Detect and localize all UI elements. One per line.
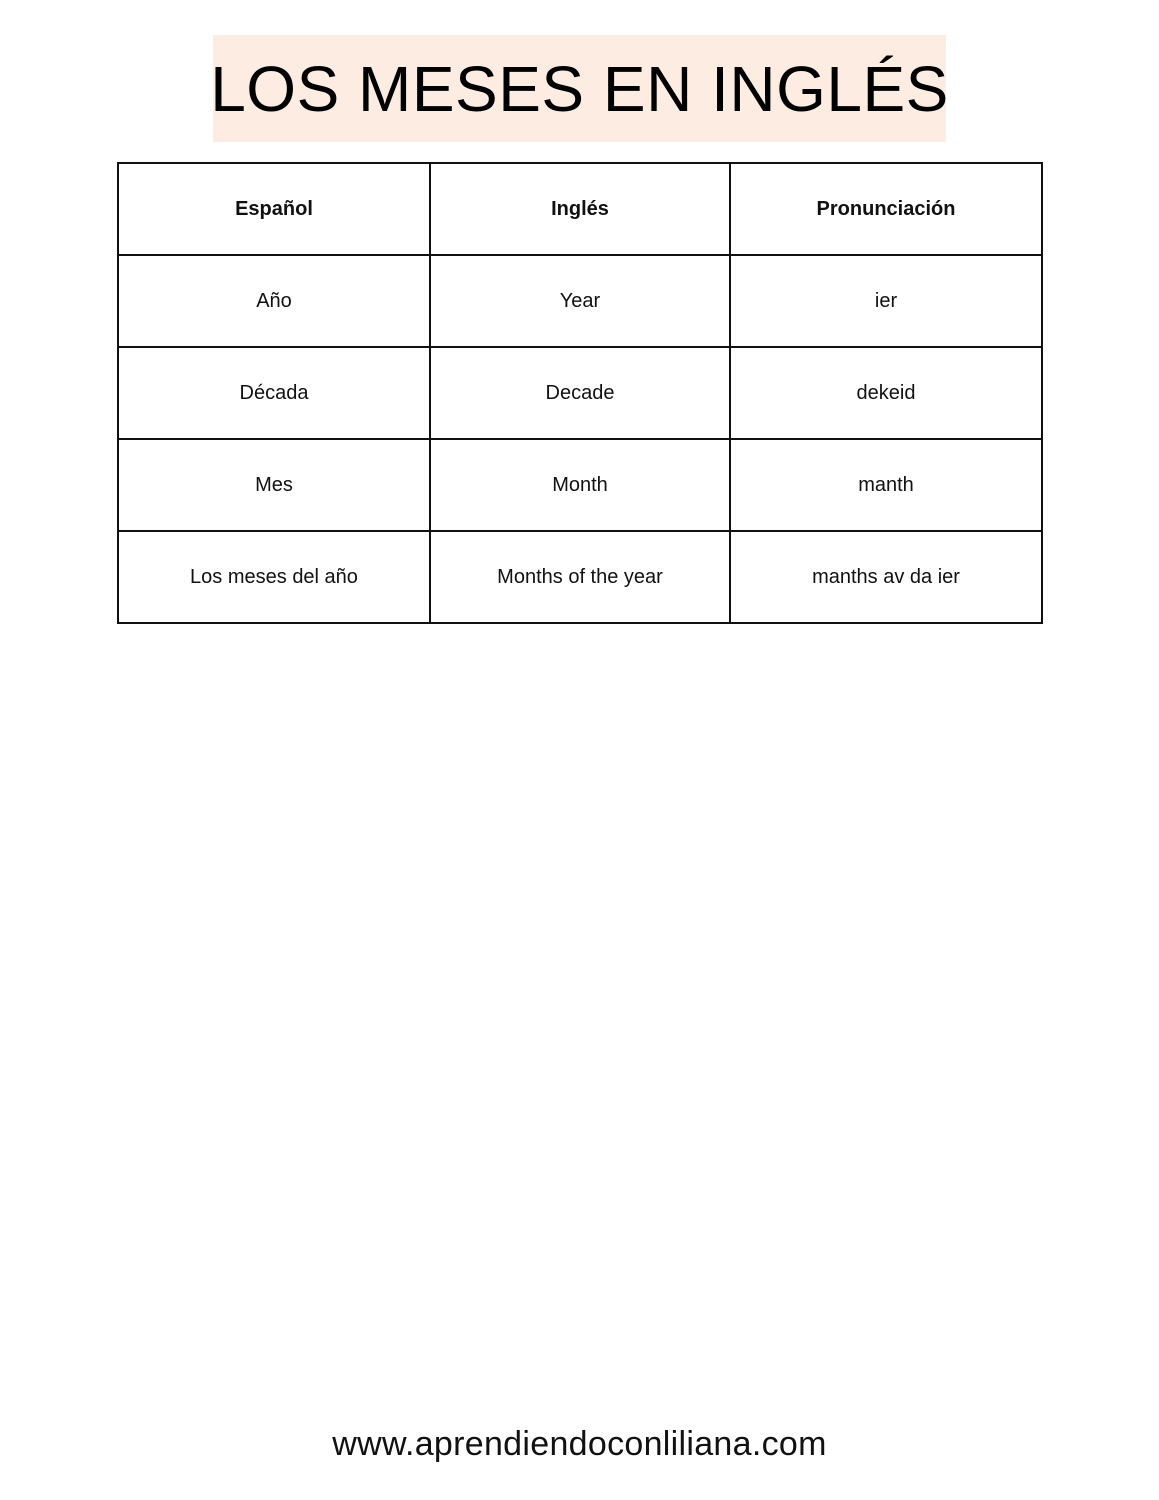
cell-ingles: Decade [430,347,730,439]
header-espanol: Español [118,163,430,255]
cell-espanol: Década [118,347,430,439]
table-row [118,347,1042,439]
header-pronunciacion: Pronunciación [730,163,1042,255]
page-title: LOS MESES EN INGLÉS [210,52,949,125]
table-header-row [118,163,1042,255]
footer-website-link[interactable]: www.aprendiendoconliliana.com [332,1425,827,1463]
cell-pronunciacion: manth [730,439,1042,531]
cell-ingles: Month [430,439,730,531]
table-row [118,531,1042,623]
cell-ingles: Months of the year [430,531,730,623]
cell-espanol: Mes [118,439,430,531]
title-banner [210,35,949,142]
header-ingles: Inglés [430,163,730,255]
cell-pronunciacion: dekeid [730,347,1042,439]
cell-espanol: Año [118,255,430,347]
cell-ingles: Year [430,255,730,347]
cell-pronunciacion: ier [730,255,1042,347]
table-row [118,255,1042,347]
cell-pronunciacion: manths av da ier [730,531,1042,623]
cell-espanol: Los meses del año [118,531,430,623]
table-row [118,439,1042,531]
vocabulary-table [117,162,1043,624]
